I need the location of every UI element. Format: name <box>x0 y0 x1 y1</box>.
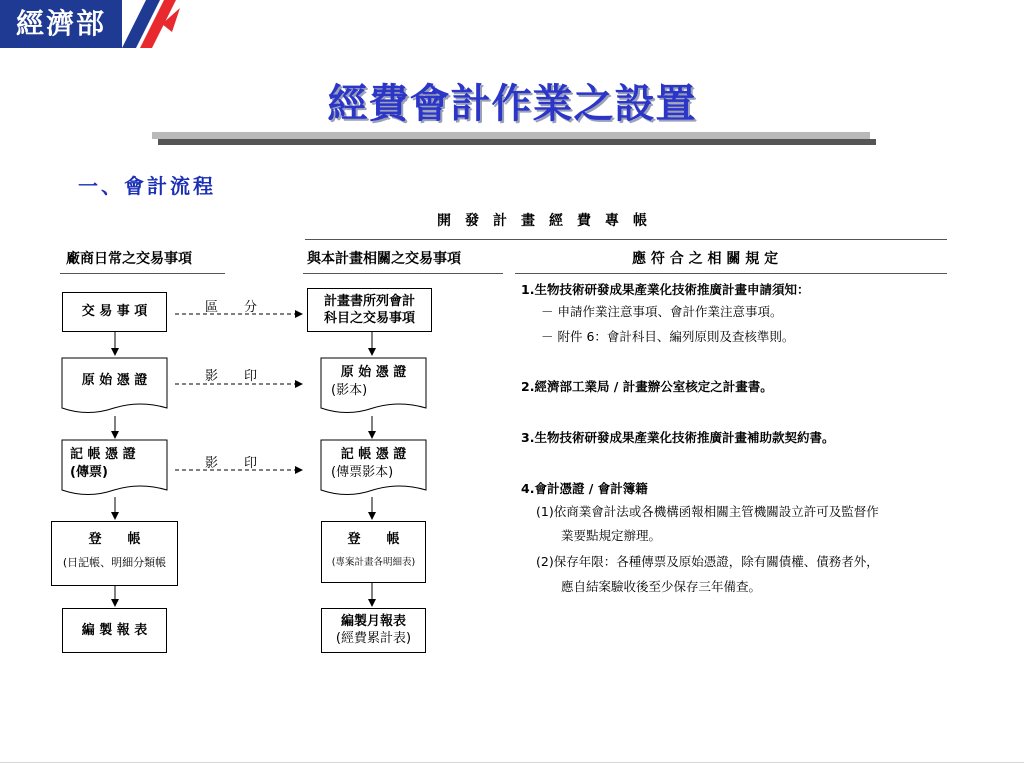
middle-box-ledger <box>321 521 426 583</box>
column-header-left: 廠商日常之交易事項 <box>66 251 192 267</box>
left-ledger-line1: 登 帳 <box>88 532 141 547</box>
middle-doc-booking-copy <box>321 446 426 482</box>
middle-ledger-line1: 登 帳 <box>347 532 400 547</box>
top-header: 開 發 計 畫 經 費 專 帳 <box>437 213 647 229</box>
rule-1b: － 附件 6：會計科目、編列原則及查核準則。 <box>541 329 795 344</box>
section-heading: 一、會計流程 <box>78 174 216 198</box>
connector-label-copy-2: 影 印 <box>205 456 258 471</box>
column-header-middle: 與本計畫相關之交易事項 <box>307 251 461 267</box>
bottom-divider <box>0 762 1024 763</box>
middle-booking-line2: (傳票影本) <box>331 465 394 480</box>
rule-4a-line1: (1)依商業會計法或各機構函報相關主管機關設立許可及監督作 <box>536 504 879 519</box>
rule-4: 4.會計憑證 / 會計簿籍 <box>521 481 648 496</box>
left-doc-booking-line2: (傳票) <box>70 465 108 480</box>
middle-box-plan-transactions <box>307 288 432 332</box>
middle-doc-original-copy <box>321 364 426 400</box>
middle-report-line1: 編製月報表 <box>340 614 406 629</box>
middle-box-monthly-report <box>321 608 426 653</box>
rule-4a-line2: 業要點規定辦理。 <box>561 528 662 543</box>
page-title: 經費會計作業之設置 <box>327 81 697 127</box>
left-box-ledger <box>51 521 178 586</box>
rule-4b-line1: (2)保存年限：各種傳票及原始憑證，除有關債權、債務者外， <box>536 554 879 569</box>
rule-4b-line2: 應自結案驗收後至少保存三年備查。 <box>561 579 762 594</box>
ministry-logo: 經濟部 <box>0 0 122 48</box>
left-doc-booking-line1: 記 帳 憑 證 <box>70 447 136 462</box>
connector-label-classify: 區 分 <box>205 300 258 315</box>
rule-3: 3.生物技術研發成果產業化技術推廣計畫補助款契約書。 <box>521 430 835 445</box>
middle-report-line2: (經費累計表) <box>335 631 412 646</box>
left-doc-booking-voucher <box>62 446 167 482</box>
left-doc-original-voucher: 原 始 憑 證 <box>81 373 148 388</box>
middle-ledger-line2: (專案計畫各明細表) <box>331 557 416 568</box>
left-box-report: 編 製 報 表 <box>62 608 167 653</box>
connector-label-copy-1: 影 印 <box>205 369 258 384</box>
rule-1a: － 申請作業注意事項、會計作業注意事項。 <box>541 304 783 319</box>
rule-1: 1.生物技術研發成果產業化技術推廣計畫申請須知： <box>521 282 810 297</box>
rule-2: 2.經濟部工業局 / 計畫辦公室核定之計畫書。 <box>521 379 773 394</box>
middle-booking-line1: 記 帳 憑 證 <box>340 447 407 462</box>
middle-original-line2: (影本) <box>331 383 368 398</box>
left-box-transaction: 交 易 事 項 <box>62 292 167 332</box>
middle-plan-line2: 科目之交易事項 <box>323 311 415 326</box>
middle-plan-line1: 計畫書所列會計 <box>323 294 415 309</box>
middle-original-line1: 原 始 憑 證 <box>340 365 407 380</box>
left-ledger-line2: (日記帳、明細分類帳 <box>62 556 167 569</box>
column-header-right: 應 符 合 之 相 關 規 定 <box>632 251 779 267</box>
